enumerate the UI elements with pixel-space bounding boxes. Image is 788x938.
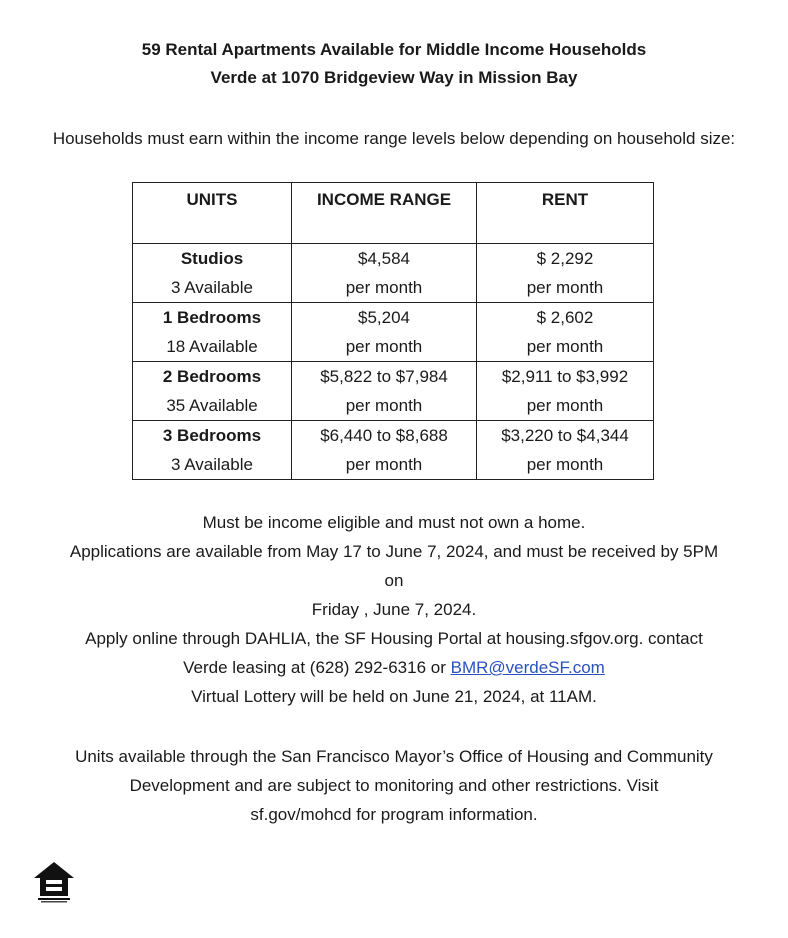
applications-deadline: Friday , June 7, 2024. xyxy=(311,600,477,619)
unit-type: 2 Bedrooms xyxy=(162,367,262,386)
lottery-text: Virtual Lottery will be held on June 21, 2024, at 11AM. xyxy=(191,687,597,706)
unit-type: Studios xyxy=(180,249,244,268)
unit-cell xyxy=(133,421,292,480)
income-value: $4,584 xyxy=(358,249,410,268)
income-period: per month xyxy=(345,278,423,297)
unit-cell xyxy=(133,362,292,421)
table-row xyxy=(133,421,654,480)
rent-period: per month xyxy=(526,455,604,474)
income-period: per month xyxy=(345,337,423,356)
equal-housing-opportunity-icon xyxy=(32,860,76,904)
unit-available: 18 Available xyxy=(166,337,258,356)
apply-text-1: Apply online through DAHLIA, the SF Housing Portal at housing.sfgov.org. contact xyxy=(85,629,703,648)
rent-cell xyxy=(477,244,654,303)
income-value: $6,440 to $8,688 xyxy=(320,426,448,445)
income-cell xyxy=(292,244,477,303)
title-line-1: 59 Rental Apartments Available for Middle Income Households xyxy=(141,40,647,59)
table-header-row xyxy=(133,183,654,244)
unit-type: 3 Bedrooms xyxy=(162,426,262,445)
title-line-2: Verde at 1070 Bridgeview Way in Mission Bay xyxy=(210,68,578,87)
income-value: $5,822 to $7,984 xyxy=(320,367,448,386)
unit-available: 3 Available xyxy=(171,278,253,297)
rent-period: per month xyxy=(526,337,604,356)
income-value: $5,204 xyxy=(358,308,410,327)
page-title xyxy=(0,36,788,92)
footer-line-3: sf.gov/mohcd for program information. xyxy=(250,805,538,824)
header-units: UNITS xyxy=(133,183,292,244)
rent-value: $3,220 to $4,344 xyxy=(501,426,629,445)
unit-cell xyxy=(133,244,292,303)
rent-value: $ 2,292 xyxy=(536,249,594,268)
rent-period: per month xyxy=(526,396,604,415)
rent-period: per month xyxy=(526,278,604,297)
income-period: per month xyxy=(345,455,423,474)
footer-notice xyxy=(24,742,764,829)
footer-line-2: Development and are subject to monitoring and other restrictions. Visit xyxy=(129,776,659,795)
unit-available: 35 Available xyxy=(166,396,258,415)
rent-value: $ 2,602 xyxy=(536,308,594,327)
unit-cell xyxy=(133,303,292,362)
income-cell xyxy=(292,421,477,480)
table-row xyxy=(133,303,654,362)
applications-text-1: Applications are available from May 17 to June 7, 2024, and must be received by 5PM xyxy=(69,542,719,561)
rent-cell xyxy=(477,362,654,421)
intro-text: Households must earn within the income range levels below depending on household size: xyxy=(52,129,736,148)
eligibility-text: Must be income eligible and must not own a home. xyxy=(202,513,586,532)
income-period: per month xyxy=(345,396,423,415)
footer-line-1: Units available through the San Francisco Mayor’s Office of Housing and Community xyxy=(75,747,713,766)
header-income-range: INCOME RANGE xyxy=(292,183,477,244)
header-rent: RENT xyxy=(477,183,654,244)
table-row xyxy=(133,362,654,421)
applications-text-2: on xyxy=(384,571,404,590)
unit-available: 3 Available xyxy=(171,455,253,474)
income-cell xyxy=(292,362,477,421)
rent-value: $2,911 to $3,992 xyxy=(501,367,629,386)
unit-type: 1 Bedrooms xyxy=(162,308,262,327)
email-link[interactable]: BMR@verdeSF.com xyxy=(450,658,605,677)
apply-text-2 xyxy=(24,653,764,682)
details-block xyxy=(24,508,764,711)
income-rent-table xyxy=(132,182,654,480)
contact-text: Verde leasing at (628) 292-6316 or xyxy=(183,658,451,677)
table-row xyxy=(133,244,654,303)
income-cell xyxy=(292,303,477,362)
rent-cell xyxy=(477,303,654,362)
rent-cell xyxy=(477,421,654,480)
